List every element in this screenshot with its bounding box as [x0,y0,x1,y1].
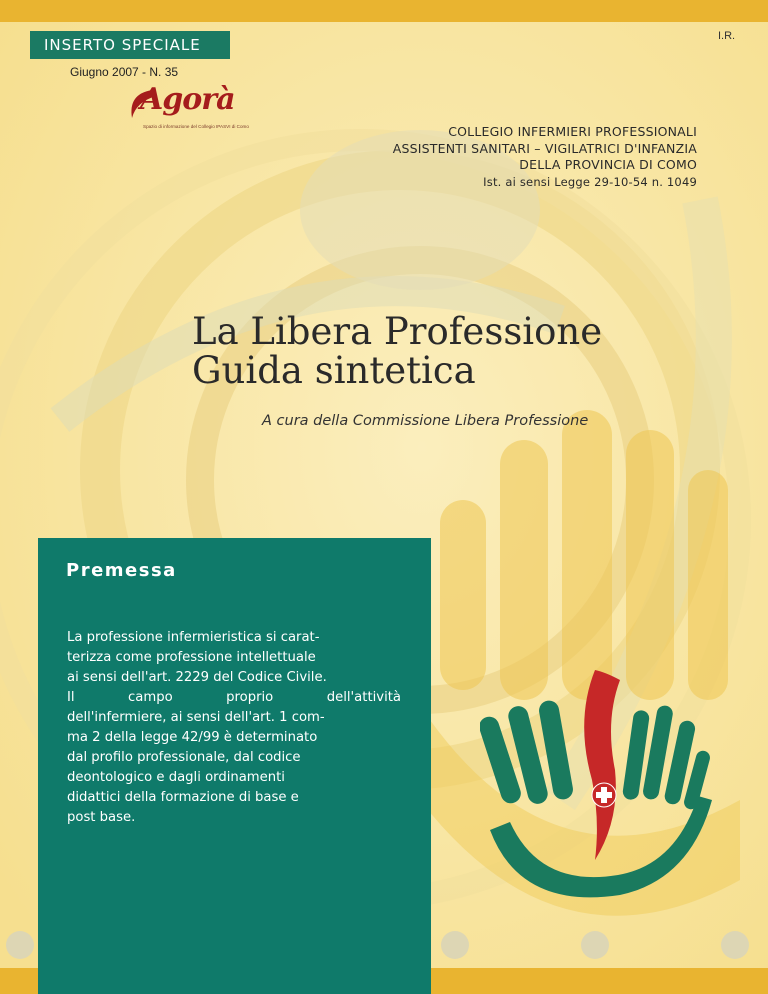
college-line-1: COLLEGIO INFERMIERI PROFESSIONALI [448,124,697,139]
insert-banner: INSERTO SPECIALE [30,31,230,59]
college-law-reference: Ist. ai sensi Legge 29-10-54 n. 1049 [483,174,697,189]
ir-label: I.R. [718,30,736,42]
page-subtitle: A cura della Commissione Libera Professione [262,413,589,429]
premessa-line: ma 2 della legge 42/99 è determinato [67,730,318,745]
page-title [192,312,602,390]
college-line-3: DELLA PROVINCIA DI COMO [519,157,697,172]
premessa-heading: Premessa [66,560,177,581]
agora-logo [118,84,278,130]
logo-wordmark: Agorà [140,82,235,117]
college-header [393,124,697,190]
premessa-line: ai sensi dell'art. 2229 del Codice Civile. [67,670,327,685]
premessa-panel [38,538,431,994]
title-line-2: Guida sintetica [192,349,476,392]
issue-date: Giugno 2007 - N. 35 [70,65,179,79]
premessa-line: terizza come professione intellettuale [67,650,316,665]
college-line-2: ASSISTENTI SANITARI – VIGILATRICI D'INFANZIA [392,140,697,156]
premessa-word: Il [67,690,75,705]
premessa-line: post base. [67,810,136,825]
premessa-line-justified [67,688,401,708]
title-line-1: La Libera Professione [192,310,603,353]
top-band [0,0,768,22]
premessa-line: La professione infermieristica si carat- [67,630,320,645]
premessa-line: didattici della formazione di base e [67,790,299,805]
hands-emblem-icon [480,660,720,905]
premessa-word: campo [128,690,173,705]
logo-tagline: Spazio di informazione del Collegio IPASVI di Como [143,124,249,129]
premessa-word: dell'attività [326,690,401,705]
premessa-word: proprio [226,690,274,705]
premessa-line: deontologico e dagli ordinamenti [67,770,285,785]
premessa-body [67,628,401,828]
premessa-line: dal profilo professionale, dal codice [67,750,301,765]
premessa-line: dell'infermiere, ai sensi dell'art. 1 com- [67,710,325,725]
